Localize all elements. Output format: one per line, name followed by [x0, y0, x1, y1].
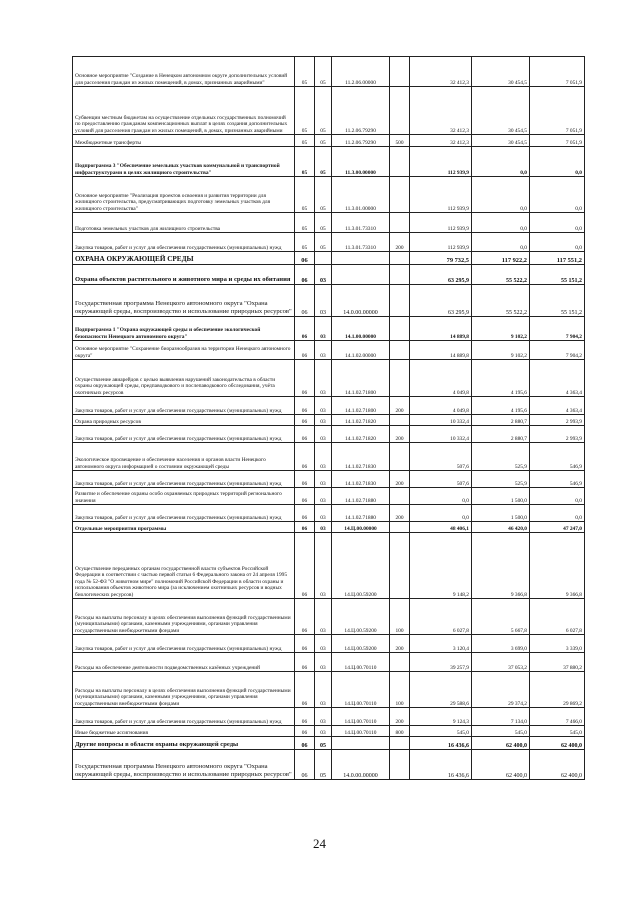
row-subsection: 05: [315, 57, 332, 87]
row-amount-2: 55 522,2: [472, 265, 530, 285]
row-target-article: 11.3.01.73310: [332, 213, 390, 233]
row-subsection: 05: [315, 750, 332, 780]
row-amount-2: 30 454,5: [472, 87, 530, 135]
row-name: Подготовка земельных участков для жилищного строительства: [73, 213, 295, 233]
row-amount-3: 0,0: [530, 213, 585, 233]
row-subsection: 03: [315, 415, 332, 426]
row-target-article: [332, 265, 390, 285]
row-amount-1: 39 257,9: [410, 653, 472, 672]
row-subsection: 05: [315, 147, 332, 177]
row-expense-type: [390, 177, 410, 213]
row-name: Закупка товаров, работ и услуг для обеспечения государственных (муниципальных) нужд: [73, 233, 295, 252]
row-section: 06: [295, 285, 315, 317]
row-section: 06: [295, 317, 315, 341]
table-row: [73, 443, 585, 471]
row-amount-3: 0,0: [530, 233, 585, 252]
row-expense-type: [390, 285, 410, 317]
row-subsection: 03: [315, 397, 332, 415]
row-target-article: 14.Ц.00.70110: [332, 726, 390, 737]
row-amount-2: 525,9: [472, 443, 530, 471]
row-subsection: 05: [315, 737, 332, 750]
row-section: 06: [295, 672, 315, 708]
row-name: Подпрограмма 3 "Обеспечение земельных участков коммунальной и транспортной инфраструктурами в целях жилищного строительства": [73, 147, 295, 177]
row-name: ОХРАНА ОКРУЖАЮЩЕЙ СРЕДЫ: [73, 252, 295, 265]
budget-table: [72, 56, 585, 780]
row-amount-3: 117 551,2: [530, 252, 585, 265]
row-expense-type: [390, 533, 410, 599]
row-subsection: 03: [315, 726, 332, 737]
row-name: Государственная программа Ненецкого автономного округа "Охрана окружающей среды, воспроизводство и использование природных ресурсов": [73, 750, 295, 780]
row-expense-type: 500: [390, 135, 410, 147]
row-section: 06: [295, 341, 315, 360]
row-amount-2: 0,0: [472, 147, 530, 177]
row-amount-2: 545,0: [472, 726, 530, 737]
row-subsection: 03: [315, 426, 332, 443]
row-amount-1: 29 588,6: [410, 672, 472, 708]
row-amount-3: 9 366,8: [530, 533, 585, 599]
row-section: 05: [295, 177, 315, 213]
row-section: 06: [295, 726, 315, 737]
row-amount-2: 1 500,0: [472, 505, 530, 522]
row-amount-1: 32 412,3: [410, 135, 472, 147]
table-row: [73, 471, 585, 488]
row-amount-1: 112 939,9: [410, 147, 472, 177]
row-name: Закупка товаров, работ и услуг для обеспечения государственных (муниципальных) нужд: [73, 397, 295, 415]
row-target-article: 14.Ц.00.70110: [332, 672, 390, 708]
table-row: [73, 252, 585, 265]
row-name: Закупка товаров, работ и услуг для обеспечения государственных (муниципальных) нужд: [73, 471, 295, 488]
table-row: [73, 737, 585, 750]
row-amount-3: 0,0: [530, 505, 585, 522]
row-subsection: 05: [315, 135, 332, 147]
row-name: Подпрограмма 1 "Охрана окружающей среды и обеспечение экологической безопасности Ненецкого автономного округа": [73, 317, 295, 341]
row-amount-1: 10 332,4: [410, 426, 472, 443]
row-name: Межбюджетные трансферты: [73, 135, 295, 147]
row-section: 06: [295, 522, 315, 533]
row-subsection: 03: [315, 317, 332, 341]
row-target-article: 14.Ц.00.70110: [332, 708, 390, 726]
row-amount-1: 48 406,1: [410, 522, 472, 533]
row-amount-3: 3 339,0: [530, 635, 585, 653]
row-amount-3: 4 363,4: [530, 360, 585, 397]
row-amount-2: 55 522,2: [472, 285, 530, 317]
row-section: 05: [295, 87, 315, 135]
row-section: 06: [295, 653, 315, 672]
row-name: Расходы на обеспечение деятельности подведомственных казённых учреждений: [73, 653, 295, 672]
row-amount-3: 2 993,9: [530, 415, 585, 426]
row-subsection: 03: [315, 505, 332, 522]
row-section: 06: [295, 737, 315, 750]
row-name: Основное мероприятие "Создание в Ненецком автономном округе дополнительных условий для расселения граждан из жилых помещений, в домах, признанных аварийными": [73, 57, 295, 87]
row-section: 06: [295, 415, 315, 426]
row-amount-2: 0,0: [472, 177, 530, 213]
row-amount-1: 6 027,8: [410, 599, 472, 635]
row-amount-3: 0,0: [530, 177, 585, 213]
row-amount-2: 7 134,0: [472, 708, 530, 726]
row-expense-type: [390, 265, 410, 285]
row-name: Осуществление переданных органам государственной власти субъектов Российской Федерации в соответствии с частью первой статьи 6 Федерального закона от 24 апреля 1995 года № 52-ФЗ "О животном мире" полномочий Российской Федерации в области охраны и использования объектов животного мира (за исключением охотничьих ресурсов и водных биологических ресурсов): [73, 533, 295, 599]
row-amount-1: 4 049,8: [410, 360, 472, 397]
row-section: 06: [295, 265, 315, 285]
row-expense-type: 200: [390, 635, 410, 653]
row-expense-type: [390, 750, 410, 780]
row-amount-2: 29 374,2: [472, 672, 530, 708]
row-amount-3: 47 247,0: [530, 522, 585, 533]
row-name: Государственная программа Ненецкого автономного округа "Охрана окружающей среды, воспроизводство и использование природных ресурсов": [73, 285, 295, 317]
row-section: 06: [295, 533, 315, 599]
row-amount-1: 9 124,3: [410, 708, 472, 726]
row-amount-2: 62 400,0: [472, 737, 530, 750]
row-name: Экологическое просвещение и обеспечение населения и органов власти Ненецкого автономного округа информацией о состоянии окружающей среды: [73, 443, 295, 471]
row-amount-2: 30 454,5: [472, 135, 530, 147]
row-amount-1: 507,6: [410, 443, 472, 471]
row-section: 06: [295, 471, 315, 488]
table-row: [73, 87, 585, 135]
row-amount-2: 525,9: [472, 471, 530, 488]
row-subsection: [315, 252, 332, 265]
budget-sheet: [72, 56, 584, 780]
row-subsection: 03: [315, 265, 332, 285]
row-name: Основное мероприятие "Сохранение биоразнообразия на территории Ненецкого автономного округа": [73, 341, 295, 360]
row-target-article: 14.1.02.71830: [332, 443, 390, 471]
row-name: Отдельные мероприятия программы: [73, 522, 295, 533]
table-row: [73, 533, 585, 599]
row-amount-3: 7 466,0: [530, 708, 585, 726]
row-section: 06: [295, 252, 315, 265]
row-target-article: 11.3.01.00000: [332, 177, 390, 213]
row-subsection: 05: [315, 87, 332, 135]
row-subsection: 03: [315, 635, 332, 653]
row-target-article: 11.2.06.79290: [332, 135, 390, 147]
table-row: [73, 488, 585, 505]
table-row: [73, 397, 585, 415]
row-name: Субвенции местным бюджетам на осуществление отдельных государственных полномочий по предоставлению гражданам компенсационных выплат в целях создания дополнительных условий для расселения граждан из жилых помещений, в домах, признанных аварийными: [73, 87, 295, 135]
row-target-article: [332, 252, 390, 265]
row-name: Закупка товаров, работ и услуг для обеспечения государственных (муниципальных) нужд: [73, 426, 295, 443]
table-row: [73, 233, 585, 252]
row-name: Иные бюджетные ассигнования: [73, 726, 295, 737]
row-amount-1: 112 939,9: [410, 213, 472, 233]
row-section: 06: [295, 488, 315, 505]
row-expense-type: [390, 488, 410, 505]
row-section: 05: [295, 147, 315, 177]
row-target-article: 14.0.00.00000: [332, 750, 390, 780]
row-amount-2: 30 454,5: [472, 57, 530, 87]
row-section: 05: [295, 57, 315, 87]
row-expense-type: [390, 443, 410, 471]
row-name: Расходы на выплаты персоналу в целях обеспечения выполнения функций государственными (муниципальными) органами, казенными учреждениями, органами управления государственными внебюджетными фондами: [73, 599, 295, 635]
table-row: [73, 177, 585, 213]
row-expense-type: [390, 360, 410, 397]
row-expense-type: [390, 522, 410, 533]
row-expense-type: [390, 737, 410, 750]
row-name: Закупка товаров, работ и услуг для обеспечения государственных (муниципальных) нужд: [73, 635, 295, 653]
row-subsection: 03: [315, 341, 332, 360]
row-amount-3: 6 027,8: [530, 599, 585, 635]
table-row: [73, 285, 585, 317]
row-expense-type: [390, 252, 410, 265]
row-amount-1: 16 436,6: [410, 750, 472, 780]
row-target-article: 11.2.06.79290: [332, 87, 390, 135]
row-amount-2: 62 400,0: [472, 750, 530, 780]
row-amount-3: 0,0: [530, 147, 585, 177]
row-name: Охрана природных ресурсов: [73, 415, 295, 426]
row-expense-type: 200: [390, 426, 410, 443]
row-target-article: 14.1.02.71880: [332, 488, 390, 505]
table-row: [73, 708, 585, 726]
row-amount-2: 9 102,2: [472, 341, 530, 360]
row-subsection: 03: [315, 285, 332, 317]
row-target-article: 14.Ц.00.59200: [332, 635, 390, 653]
row-section: 06: [295, 360, 315, 397]
row-section: 06: [295, 635, 315, 653]
row-amount-1: 14 889,8: [410, 341, 472, 360]
row-amount-2: 5 667,8: [472, 599, 530, 635]
table-row: [73, 522, 585, 533]
row-target-article: 14.1.00.00000: [332, 317, 390, 341]
row-subsection: 03: [315, 443, 332, 471]
row-amount-1: 79 732,5: [410, 252, 472, 265]
row-amount-3: 29 869,2: [530, 672, 585, 708]
table-row: [73, 599, 585, 635]
table-row: [73, 135, 585, 147]
row-amount-1: 4 049,8: [410, 397, 472, 415]
row-amount-3: 7 904,2: [530, 341, 585, 360]
row-expense-type: [390, 653, 410, 672]
row-amount-1: 32 412,3: [410, 87, 472, 135]
row-amount-3: 7 051,9: [530, 135, 585, 147]
row-amount-3: 62 400,0: [530, 750, 585, 780]
table-row: [73, 653, 585, 672]
row-amount-2: 9 102,2: [472, 317, 530, 341]
table-row: [73, 265, 585, 285]
row-amount-2: 2 880,7: [472, 415, 530, 426]
row-target-article: 14.1.02.71820: [332, 426, 390, 443]
row-amount-3: 62 400,0: [530, 737, 585, 750]
row-expense-type: 200: [390, 233, 410, 252]
row-expense-type: 200: [390, 397, 410, 415]
row-amount-3: 4 363,4: [530, 397, 585, 415]
row-amount-2: 4 195,6: [472, 397, 530, 415]
row-target-article: 14.1.02.71800: [332, 360, 390, 397]
row-section: 06: [295, 708, 315, 726]
row-section: 05: [295, 135, 315, 147]
row-target-article: 11.3.01.73310: [332, 233, 390, 252]
row-name: Охрана объектов растительного и животного мира и среды их обитания: [73, 265, 295, 285]
row-subsection: 03: [315, 471, 332, 488]
row-amount-2: 3 699,0: [472, 635, 530, 653]
row-name: Закупка товаров, работ и услуг для обеспечения государственных (муниципальных) нужд: [73, 708, 295, 726]
table-row: [73, 635, 585, 653]
table-row: [73, 147, 585, 177]
row-target-article: 14.1.02.71830: [332, 471, 390, 488]
row-expense-type: 200: [390, 471, 410, 488]
row-subsection: 03: [315, 599, 332, 635]
row-subsection: 05: [315, 233, 332, 252]
row-amount-1: 545,0: [410, 726, 472, 737]
row-amount-1: 63 295,9: [410, 285, 472, 317]
row-expense-type: [390, 87, 410, 135]
row-amount-1: 507,6: [410, 471, 472, 488]
table-row: [73, 57, 585, 87]
table-row: [73, 672, 585, 708]
row-target-article: 11.3.00.00000: [332, 147, 390, 177]
row-amount-3: 2 993,9: [530, 426, 585, 443]
row-expense-type: 100: [390, 599, 410, 635]
row-amount-1: 0,0: [410, 488, 472, 505]
row-expense-type: 100: [390, 672, 410, 708]
row-amount-1: 112 939,9: [410, 233, 472, 252]
row-amount-3: 7 904,2: [530, 317, 585, 341]
row-name: Развитие и обеспечение охраны особо охраняемых природных территорий регионального значения: [73, 488, 295, 505]
row-expense-type: [390, 57, 410, 87]
row-amount-1: 9 148,2: [410, 533, 472, 599]
row-target-article: 14.Ц.00.59200: [332, 533, 390, 599]
row-amount-2: 2 880,7: [472, 426, 530, 443]
row-expense-type: 200: [390, 708, 410, 726]
row-name: Расходы на выплаты персоналу в целях обеспечения выполнения функций государственными (муниципальными) органами, казенными учреждениями, органами управления государственными внебюджетными фондами: [73, 672, 295, 708]
row-subsection: 03: [315, 672, 332, 708]
row-amount-3: 546,9: [530, 471, 585, 488]
row-subsection: 03: [315, 360, 332, 397]
table-row: [73, 213, 585, 233]
row-name: Осуществление авиарейдов с целью выявления нарушений законодательства в области охраны окружающей среды, предпаводкового и послепаводкового обследования, учёта охотничьих ресурсов: [73, 360, 295, 397]
row-target-article: 14.1.02.71800: [332, 397, 390, 415]
row-subsection: 03: [315, 522, 332, 533]
row-expense-type: [390, 147, 410, 177]
row-target-article: 14.1.02.71880: [332, 505, 390, 522]
row-expense-type: 200: [390, 505, 410, 522]
table-row: [73, 750, 585, 780]
row-amount-1: 16 436,6: [410, 737, 472, 750]
row-amount-2: 46 420,0: [472, 522, 530, 533]
row-amount-3: 546,9: [530, 443, 585, 471]
row-name: Другие вопросы в области охраны окружающей среды: [73, 737, 295, 750]
table-row: [73, 360, 585, 397]
row-target-article: 14.Ц.00.70110: [332, 653, 390, 672]
row-target-article: 14.Ц.00.59200: [332, 599, 390, 635]
row-amount-2: 37 053,2: [472, 653, 530, 672]
row-subsection: 03: [315, 488, 332, 505]
row-amount-1: 63 295,9: [410, 265, 472, 285]
row-amount-2: 0,0: [472, 233, 530, 252]
row-section: 05: [295, 233, 315, 252]
row-name: Закупка товаров, работ и услуг для обеспечения государственных (муниципальных) нужд: [73, 505, 295, 522]
row-target-article: 11.2.06.00000: [332, 57, 390, 87]
row-amount-3: 7 051,9: [530, 87, 585, 135]
row-subsection: 03: [315, 708, 332, 726]
row-target-article: [332, 737, 390, 750]
row-subsection: 05: [315, 177, 332, 213]
row-expense-type: 800: [390, 726, 410, 737]
row-amount-1: 3 120,4: [410, 635, 472, 653]
row-expense-type: [390, 213, 410, 233]
row-amount-2: 4 195,6: [472, 360, 530, 397]
row-subsection: 03: [315, 533, 332, 599]
table-row: [73, 415, 585, 426]
row-target-article: 14.0.00.00000: [332, 285, 390, 317]
row-amount-2: 1 500,0: [472, 488, 530, 505]
row-amount-2: 0,0: [472, 213, 530, 233]
row-target-article: 14.1.02.00000: [332, 341, 390, 360]
row-amount-1: 10 332,4: [410, 415, 472, 426]
table-row: [73, 505, 585, 522]
table-row: [73, 341, 585, 360]
row-target-article: 14.Ц.00.00000: [332, 522, 390, 533]
row-amount-1: 112 939,9: [410, 177, 472, 213]
row-amount-3: 37 880,2: [530, 653, 585, 672]
row-section: 05: [295, 213, 315, 233]
row-subsection: 05: [315, 213, 332, 233]
row-section: 06: [295, 397, 315, 415]
table-row: [73, 426, 585, 443]
row-section: 06: [295, 599, 315, 635]
row-expense-type: [390, 317, 410, 341]
page-number: 24: [313, 836, 326, 851]
row-amount-1: 32 412,3: [410, 57, 472, 87]
table-row: [73, 317, 585, 341]
row-section: 06: [295, 505, 315, 522]
row-amount-3: 0,0: [530, 488, 585, 505]
table-row: [73, 726, 585, 737]
row-amount-1: 14 889,8: [410, 317, 472, 341]
row-subsection: 03: [315, 653, 332, 672]
row-amount-2: 117 922,2: [472, 252, 530, 265]
row-amount-3: 55 151,2: [530, 265, 585, 285]
row-amount-3: 55 151,2: [530, 285, 585, 317]
row-expense-type: [390, 341, 410, 360]
row-target-article: 14.1.02.71820: [332, 415, 390, 426]
row-amount-1: 0,0: [410, 505, 472, 522]
row-section: 06: [295, 750, 315, 780]
row-section: 06: [295, 426, 315, 443]
row-name: Основное мероприятие "Реализация проектов освоения и развития территории для жилищного строительства, предусматривающих подготовку земельных участков для жилищного строительства": [73, 177, 295, 213]
row-amount-2: 9 366,8: [472, 533, 530, 599]
row-amount-3: 545,0: [530, 726, 585, 737]
row-expense-type: [390, 415, 410, 426]
row-section: 06: [295, 443, 315, 471]
row-amount-3: 7 051,9: [530, 57, 585, 87]
